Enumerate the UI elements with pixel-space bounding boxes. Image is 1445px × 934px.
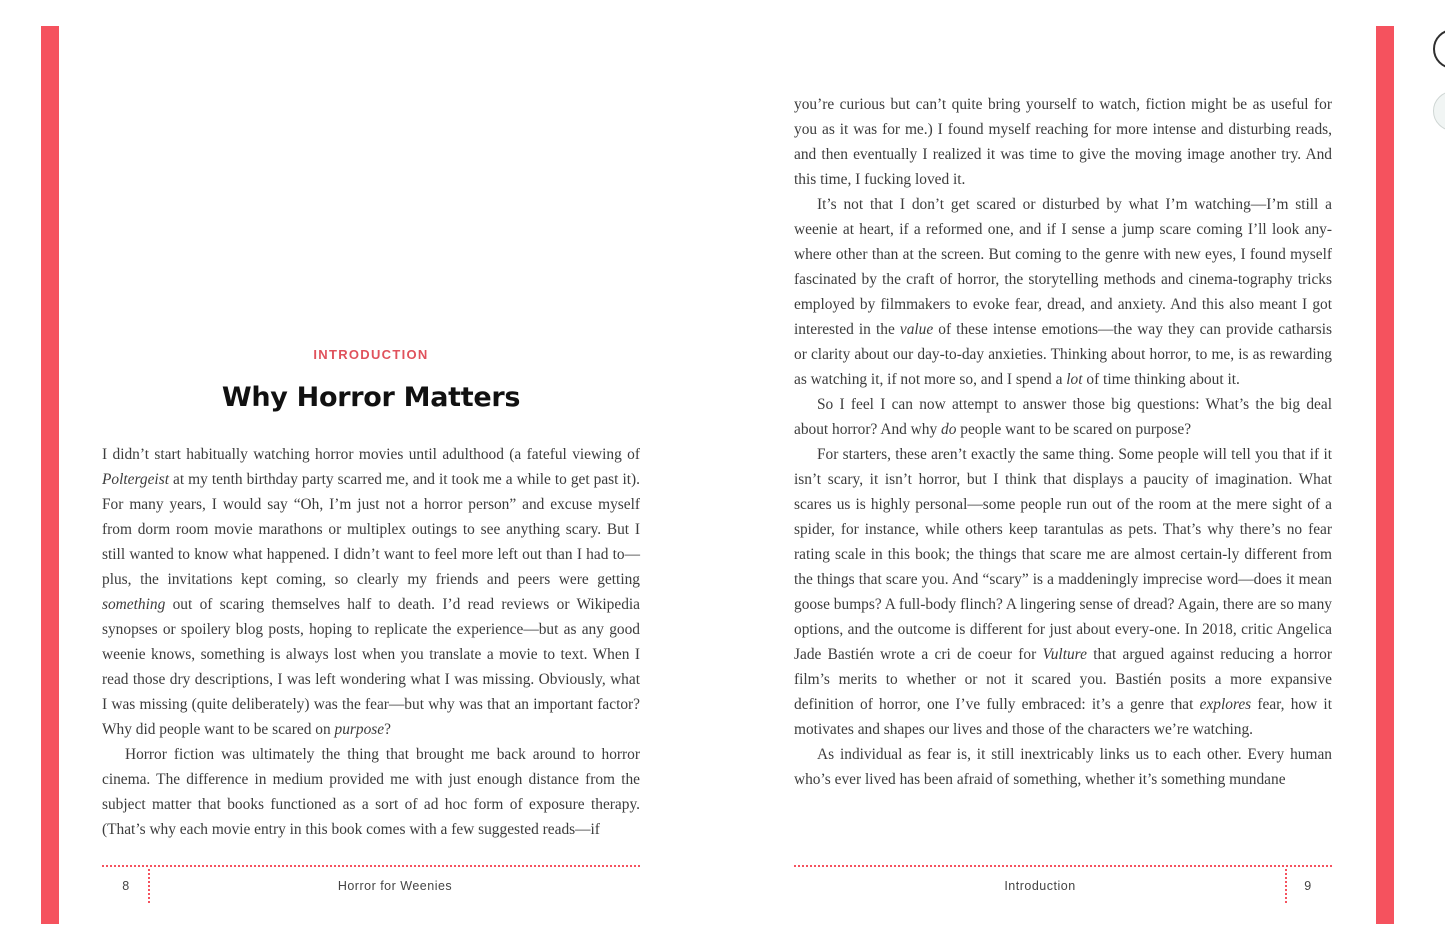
right-page-number: 9: [1304, 879, 1312, 893]
right-footer-rule: [794, 865, 1332, 867]
viewer-control-button[interactable]: [1433, 29, 1445, 69]
italic-phrase: do: [941, 421, 957, 438]
right-paragraph-1: you’re curious but can’t quite bring yourself to watch, fiction might be as useful for you as it was for me.) I found myself reaching for more intense and disturbing reads, and then eventually I realized it was time to give the moving image another try. And this time, I fucking loved it.: [794, 96, 1332, 188]
italic-phrase: something: [102, 596, 166, 613]
left-page-number: 8: [122, 879, 130, 893]
italic-phrase: value: [899, 321, 934, 338]
right-paragraph-5: As individual as fear is, it still inextricably links us to each other. Every human who’s ever lived has been afraid of something, whether it’s something mundane: [794, 746, 1332, 788]
right-paragraph-4: For starters, these aren’t exactly the same thing. Some people will tell you that if it isn’t scary, it isn’t horror, but I think that displays a paucity of imagination. What scares us is highly personal—some people run out of the room at the mere sight of a spider, for instance, while others keep tarantulas as pets. That’s why there’s no fear rating scale in this book; the things that scare me are almost certain-ly different from the things that scare you. And “scary” is a maddeningly imprecise word—does it mean goose bumps? A full-body flinch? A lingering sense of dread? Again, there are so many options, and the outcome is different for just about every-one. In 2018, critic Angelica Jade Bastién wrote a cri de coeur for Vulture that argued against reducing a horror film’s merits to whether or not it scared you. Bastién posits a more expansive definition of horror, one I’ve fully embraced: it’s a genre that explores fear, how it motivates and shapes our lives and those of the characters we’re watching.: [794, 446, 1332, 738]
italic-phrase: Poltergeist: [102, 471, 169, 488]
left-footer-rule: [102, 865, 640, 867]
right-page-body: [794, 92, 1332, 792]
left-paragraph-1: I didn’t start habitually watching horror movies until adulthood (a fateful viewing of Poltergeist at my tenth birthday party scarred me, and it took me a while to get past it). For many years, I would say “Oh, I’m just not a horror person” and excuse myself from dorm room movie marathons or multiplex outings to see anything scary. But I still wanted to know what happened. I didn’t want to feel more left out than I had to—plus, the invitations kept coming, so clearly my friends and peers were getting something out of scaring themselves half to death. I’d read reviews or Wikipedia synopses or spoilery blog posts, hoping to replicate the experience—but as any good weenie knows, something is always lost when you translate a movie to text. When I read those dry descriptions, I was left wondering what I was missing. Obviously, what I was missing (quite deliberately) was the fear—but why was that an important factor? Why did people want to be scared on purpose?: [102, 446, 640, 738]
left-page-accent-bar: [41, 26, 59, 924]
chapter-kicker: INTRODUCTION: [313, 347, 429, 362]
left-page-body: [102, 442, 640, 842]
right-paragraph-2: It’s not that I don’t get scared or disturbed by what I’m watching—I’m still a weenie at heart, if a reformed one, and if I sense a jump scare coming I’ll look any-where other than at the screen. But coming to the genre with new eyes, I found myself fascinated by the craft of horror, the storytelling methods and cinema-tography tricks employed by filmmakers to evoke fear, dread, and anxiety. And this also meant I got interested in the value of these intense emotions—the way they can provide catharsis or clarity about our day-to-day anxieties. Thinking about horror, to me, is as rewarding as watching it, if not more so, and I spend a lot of time thinking about it.: [794, 196, 1332, 388]
italic-phrase: purpose: [334, 721, 385, 738]
right-running-head: Introduction: [1004, 879, 1076, 893]
right-paragraph-3: So I feel I can now attempt to answer those big questions: What’s the big deal about horror? And why do people want to be scared on purpose?: [794, 396, 1332, 438]
left-paragraph-2: Horror fiction was ultimately the thing that brought me back around to horror cinema. The difference in medium provided me with just enough distance from the subject matter that books functioned as a sort of ad hoc form of exposure therapy. (That’s why each movie entry in this book comes with a few suggested reads—if: [102, 746, 640, 838]
right-page-accent-bar: [1376, 26, 1394, 924]
left-running-head: Horror for Weenies: [337, 879, 453, 893]
right-footer-divider: [1285, 869, 1287, 903]
chapter-title: Why Horror Matters: [221, 382, 521, 413]
left-footer-divider: [148, 869, 150, 903]
viewer-secondary-button[interactable]: [1433, 91, 1445, 131]
italic-phrase: lot: [1066, 371, 1083, 388]
italic-phrase: explores: [1199, 696, 1252, 713]
italic-phrase: Vulture: [1042, 646, 1087, 663]
